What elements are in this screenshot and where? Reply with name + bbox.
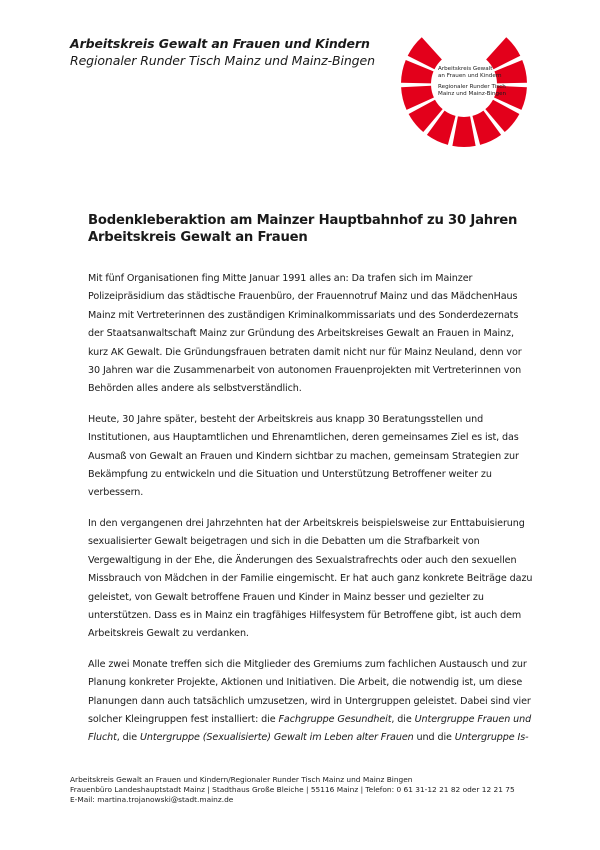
document-body: [88, 270, 534, 760]
logo-ring-segment: [452, 116, 475, 147]
logo-text-line1: Arbeitskreis Gewalt: [438, 66, 493, 72]
logo-text-line3: Regionaler Runder Tisch: [438, 84, 506, 90]
paragraph-4-italic-1: Fachgruppe Gesundheit: [278, 713, 392, 725]
logo-text-line2: an Frauen und Kindern: [438, 73, 502, 79]
document-title: Bodenkleberaktion am Mainzer Hauptbahnhof zu 30 Jahren Arbeitskreis Gewalt an Frauen: [88, 213, 518, 245]
logo-text-line4: Mainz und Mainz-Bingen: [438, 91, 507, 97]
paragraph-4-italic-4: Untergruppe Is-: [454, 732, 529, 744]
paragraph-4: [88, 656, 534, 748]
paragraph-4-text-1: Alle zwei Monate treffen sich die Mitglieder des Gremiums zum fachlichen Austausch und zur Planung konkreter Projekte, Aktionen und Initiativen. Die Arbeit, die notwendig ist, um diese Planungen dann auch tatsächlich umzusetzen, wird in Untergruppen geleistet. Dabei sind vier solcher Kleingruppen fest installiert: die: [88, 658, 531, 725]
paragraph-4-italic-2: Untergruppe Frauen und Flucht: [88, 713, 532, 744]
paragraph-4-text-3: , die: [116, 732, 140, 744]
header-subtitle: Regionaler Runder Tisch Mainz und Mainz-Bingen: [70, 53, 375, 68]
footer-line-3: E-Mail: martina.trojanowski@stadt.mainz.de: [70, 795, 234, 804]
footer-line-2: Frauenbüro Landeshauptstadt Mainz | Stadthaus Große Bleiche | 55116 Mainz | Telefon: 0 61 31-12 21 82 oder 12 21 75: [70, 785, 515, 794]
organization-logo: [398, 18, 530, 150]
paragraph-1: Mit fünf Organisationen fing Mitte Januar 1991 alles an: Da trafen sich im Mainzer Polizeipräsidium das städtische Frauenbüro, der Frauennotruf Mainz und das MädchenHaus Mainz mit Vertreterinnen des zuständigen Kriminalkommissariats und des Sonderdezernats der Staatsanwaltschaft Mainz zur Gründung des Arbeitskreises Gewalt an Frauen in Mainz, kurz AK Gewalt. Die Gründungsfrauen betraten damit nicht nur für Mainz Neuland, denn vor 30 Jahren war die Zusammenarbeit von autonomen Frauenprojekten mit Vertreterinnen von Behörden alles andere als selbstverständlich.: [88, 273, 522, 395]
footer-line-1: Arbeitskreis Gewalt an Frauen und Kindern/Regionaler Runder Tisch Mainz und Mainz Bingen: [70, 775, 413, 784]
paragraph-3: In den vergangenen drei Jahrzehnten hat der Arbeitskreis beispielsweise zur Enttabuisierung sexualisierter Gewalt beigetragen und sich in die Debatten um die Strafbarkeit von Vergewaltigung in der Ehe, die Änderungen des Sexualstrafrechts oder auch den sexuellen Missbrauch von Mädchen in der Familie eingemischt. Er hat auch ganz konkrete Beiträge dazu geleistet, von Gewalt betroffene Frauen und Kinder in Mainz besser und gezielter zu unterstützen. Dass es in Mainz ein tragfähiges Hilfesystem für Betroffene gibt, ist auch dem Arbeitskreis Gewalt zu verdanken.: [88, 517, 533, 640]
paragraph-4-text-4: und die: [413, 732, 455, 744]
document-header: [70, 36, 375, 68]
paragraph-4-text-2: , die: [391, 713, 415, 725]
paragraph-2: Heute, 30 Jahre später, besteht der Arbeitskreis aus knapp 30 Beratungsstellen und Institutionen, aus Hauptamtlichen und Ehrenamtlichen, deren gemeinsames Ziel es ist, das Ausmaß von Gewalt an Frauen und Kindern sichtbar zu machen, gemeinsam Strategien zur Bekämpfung zu entwickeln und die Situation und Unterstützung Betroffener weiter zu verbessern.: [88, 413, 519, 499]
document-footer: [70, 775, 515, 805]
paragraph-4-italic-3: Untergruppe (Sexualisierte) Gewalt im Leben alter Frauen: [140, 732, 414, 744]
header-organization-name: Arbeitskreis Gewalt an Frauen und Kindern: [70, 36, 370, 51]
